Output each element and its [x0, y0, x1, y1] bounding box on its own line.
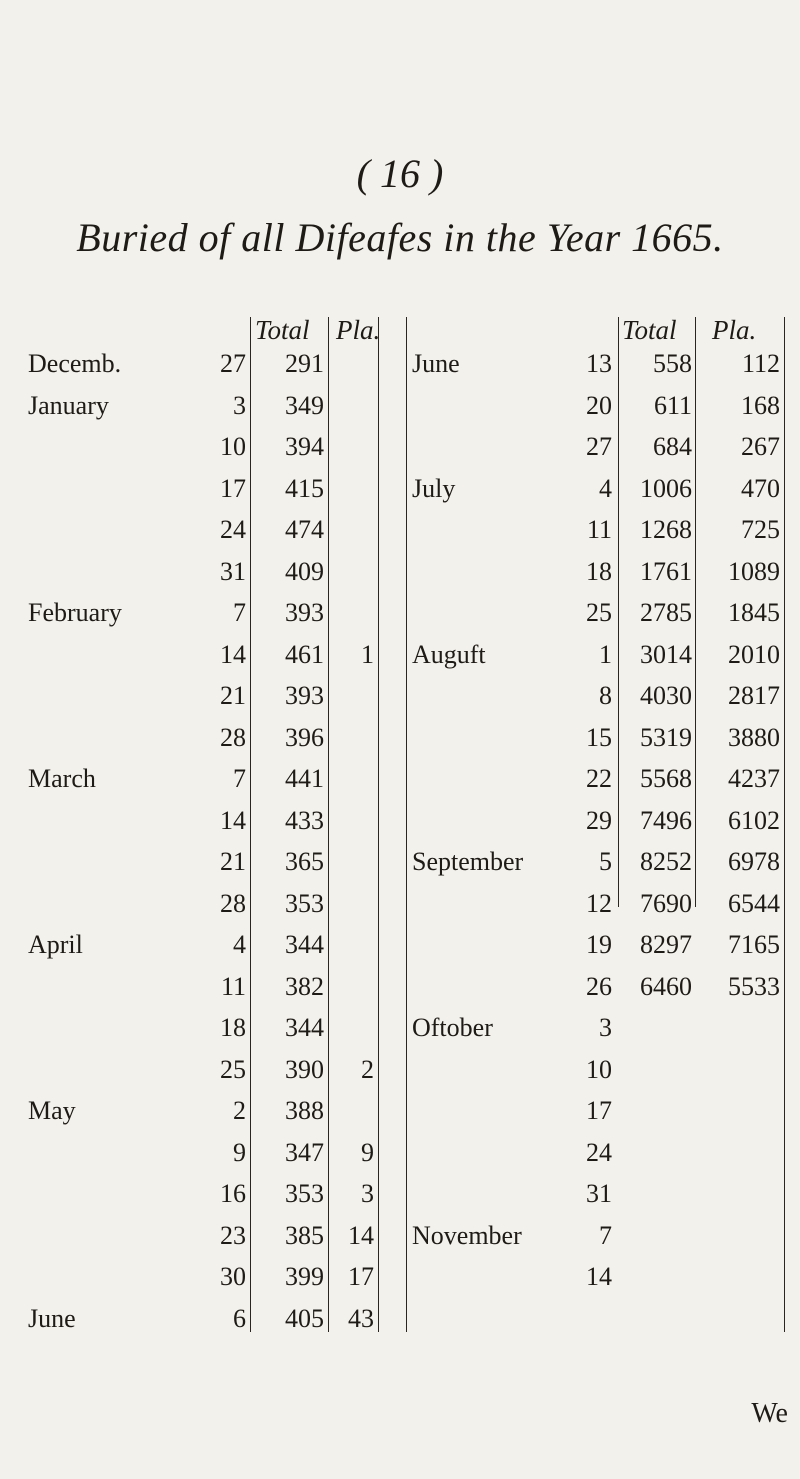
table-row — [28, 1219, 378, 1253]
row-total: 390 — [285, 1054, 324, 1084]
table-row — [28, 1011, 378, 1045]
right-header-total: Total — [622, 315, 677, 345]
row-day: 16 — [220, 1179, 246, 1208]
row-total: 382 — [285, 971, 324, 1001]
row-month: February — [28, 598, 122, 627]
table-row — [400, 596, 800, 630]
table-row — [28, 679, 378, 713]
table-row — [400, 845, 800, 879]
row-day: 20 — [586, 390, 612, 420]
table-row — [400, 513, 800, 547]
row-day: 10 — [220, 432, 246, 461]
row-month: March — [28, 764, 96, 793]
row-total: 353 — [285, 1179, 324, 1208]
table-row — [28, 1302, 378, 1336]
row-day: 21 — [220, 681, 246, 710]
row-total: 291 — [285, 349, 324, 378]
row-total: 344 — [285, 1013, 324, 1042]
table-row — [400, 347, 800, 381]
row-pla: 43 — [348, 1303, 374, 1333]
row-total: 393 — [285, 598, 324, 627]
row-day: 17 — [586, 1096, 612, 1125]
row-day: 4 — [233, 930, 246, 959]
left-header-total: Total — [255, 315, 310, 345]
row-total: 8252 — [640, 847, 692, 876]
row-pla: 7165 — [728, 930, 780, 959]
table-row — [400, 389, 800, 423]
row-pla: 470 — [741, 473, 780, 503]
row-total: 7496 — [640, 805, 692, 835]
row-pla: 6102 — [728, 805, 780, 835]
row-total: 409 — [285, 556, 324, 586]
row-pla: 17 — [348, 1262, 374, 1291]
row-day: 14 — [220, 639, 246, 669]
row-total: 6460 — [640, 971, 692, 1001]
row-day: 3 — [599, 1013, 612, 1042]
table-row — [28, 721, 378, 755]
table-row — [400, 928, 800, 962]
table-row — [400, 472, 800, 506]
row-total: 388 — [285, 1096, 324, 1125]
row-total: 396 — [285, 722, 324, 752]
row-pla: 6544 — [728, 888, 780, 918]
row-pla: 1845 — [728, 598, 780, 627]
row-pla: 4237 — [728, 764, 780, 793]
row-day: 11 — [586, 515, 612, 544]
row-day: 31 — [220, 556, 246, 586]
row-day: 1 — [599, 639, 612, 669]
row-day: 2 — [233, 1096, 246, 1125]
row-day: 14 — [220, 805, 246, 835]
row-total: 385 — [285, 1220, 324, 1250]
row-day: 3 — [233, 390, 246, 420]
table-row — [400, 887, 800, 921]
table-row — [400, 1011, 800, 1045]
row-day: 28 — [220, 722, 246, 752]
row-pla: 2010 — [728, 639, 780, 669]
page-heading: Buried of all Difeafes in the Year 1665. — [76, 215, 724, 260]
row-pla: 3880 — [728, 722, 780, 752]
row-day: 15 — [586, 722, 612, 752]
row-total: 474 — [285, 515, 324, 544]
row-day: 25 — [586, 598, 612, 627]
row-total: 5568 — [640, 764, 692, 793]
row-pla: 1089 — [728, 556, 780, 586]
row-total: 393 — [285, 681, 324, 710]
row-day: 28 — [220, 888, 246, 918]
row-day: 10 — [586, 1054, 612, 1084]
row-day: 24 — [586, 1137, 612, 1167]
row-pla: 267 — [741, 432, 780, 461]
table-row — [400, 1219, 800, 1253]
row-day: 27 — [220, 349, 246, 378]
row-day: 9 — [233, 1137, 246, 1167]
row-total: 399 — [285, 1262, 324, 1291]
table-row — [28, 472, 378, 506]
row-pla: 2817 — [728, 681, 780, 710]
row-pla: 6978 — [728, 847, 780, 876]
table-row — [28, 347, 378, 381]
table-row — [400, 1094, 800, 1128]
table-row — [28, 1094, 378, 1128]
left-divider-pla — [378, 317, 379, 1332]
row-day: 21 — [220, 847, 246, 876]
row-pla: 9 — [361, 1137, 374, 1167]
row-total: 461 — [285, 639, 324, 669]
row-total: 8297 — [640, 930, 692, 959]
table-row — [400, 430, 800, 464]
row-total: 353 — [285, 888, 324, 918]
table-row — [28, 513, 378, 547]
table-row — [28, 430, 378, 464]
row-pla: 168 — [741, 390, 780, 420]
row-day: 23 — [220, 1220, 246, 1250]
row-month: May — [28, 1096, 76, 1125]
row-pla: 112 — [741, 349, 780, 378]
row-day: 11 — [220, 971, 246, 1001]
row-day: 27 — [586, 432, 612, 461]
table-row — [28, 1260, 378, 1294]
row-total: 415 — [285, 473, 324, 503]
row-total: 365 — [285, 847, 324, 876]
row-day: 14 — [586, 1262, 612, 1291]
row-total: 1268 — [640, 515, 692, 544]
row-month: September — [412, 847, 524, 876]
row-month: April — [28, 930, 83, 959]
table-row — [400, 762, 800, 796]
row-day: 7 — [233, 764, 246, 793]
row-total: 394 — [285, 432, 324, 461]
row-total: 1006 — [640, 473, 692, 503]
row-total: 558 — [653, 349, 692, 378]
table-row — [28, 555, 378, 589]
row-day: 5 — [599, 847, 612, 876]
row-pla: 2 — [361, 1054, 374, 1084]
row-total: 344 — [285, 930, 324, 959]
row-total: 3014 — [640, 639, 692, 669]
table-row — [400, 638, 800, 672]
row-day: 17 — [220, 473, 246, 503]
row-day: 18 — [220, 1013, 246, 1042]
table-row — [28, 1136, 378, 1170]
row-day: 8 — [599, 681, 612, 710]
table-row — [28, 762, 378, 796]
row-day: 25 — [220, 1054, 246, 1084]
row-day: 6 — [233, 1303, 246, 1333]
table-row — [28, 1177, 378, 1211]
table-row — [28, 887, 378, 921]
row-day: 30 — [220, 1262, 246, 1291]
row-month: June — [412, 349, 460, 378]
table-row — [28, 804, 378, 838]
table-row — [400, 1136, 800, 1170]
table-row — [400, 555, 800, 589]
table-row — [400, 1177, 800, 1211]
right-header-pla: Pla. — [712, 315, 757, 345]
row-day: 7 — [233, 598, 246, 627]
row-day: 13 — [586, 349, 612, 378]
row-day: 18 — [586, 556, 612, 586]
table-row — [28, 970, 378, 1004]
row-total: 2785 — [640, 598, 692, 627]
row-day: 26 — [586, 971, 612, 1001]
row-total: 611 — [653, 390, 692, 420]
row-month: June — [28, 1303, 76, 1333]
row-total: 5319 — [640, 722, 692, 752]
row-month: Auguft — [412, 639, 486, 669]
row-pla: 725 — [741, 515, 780, 544]
table-row — [28, 928, 378, 962]
table-row — [400, 721, 800, 755]
table-row — [400, 679, 800, 713]
row-day: 29 — [586, 805, 612, 835]
row-day: 31 — [586, 1179, 612, 1208]
table-row — [400, 1260, 800, 1294]
table-row — [400, 970, 800, 1004]
row-month: November — [412, 1220, 522, 1250]
row-month: Oftober — [412, 1013, 493, 1042]
row-day: 4 — [599, 473, 612, 503]
row-pla: 14 — [348, 1220, 374, 1250]
table-row — [28, 845, 378, 879]
row-month: January — [28, 390, 109, 420]
row-day: 7 — [599, 1220, 612, 1250]
row-day: 19 — [586, 930, 612, 959]
page-number: ( 16 ) — [356, 151, 444, 196]
row-day: 22 — [586, 764, 612, 793]
table-row — [28, 638, 378, 672]
row-pla: 1 — [361, 639, 374, 669]
row-pla: 5533 — [728, 971, 780, 1001]
row-total: 433 — [285, 805, 324, 835]
row-total: 405 — [285, 1303, 324, 1333]
table-row — [28, 1053, 378, 1087]
row-day: 24 — [220, 515, 246, 544]
table-row — [28, 389, 378, 423]
row-month: Decemb. — [28, 349, 122, 378]
row-total: 7690 — [640, 888, 692, 918]
row-total: 441 — [285, 764, 324, 793]
row-total: 684 — [653, 432, 692, 461]
row-total: 349 — [285, 390, 324, 420]
row-total: 4030 — [640, 681, 692, 710]
row-pla: 3 — [361, 1179, 374, 1208]
catchword: We — [751, 1398, 788, 1429]
row-day: 12 — [586, 888, 612, 918]
table-row — [400, 1053, 800, 1087]
row-total: 1761 — [640, 556, 692, 586]
row-month: July — [412, 473, 456, 503]
table-row — [400, 804, 800, 838]
row-total: 347 — [285, 1137, 324, 1167]
left-header-pla: Pla. — [336, 315, 381, 345]
table-row — [28, 596, 378, 630]
